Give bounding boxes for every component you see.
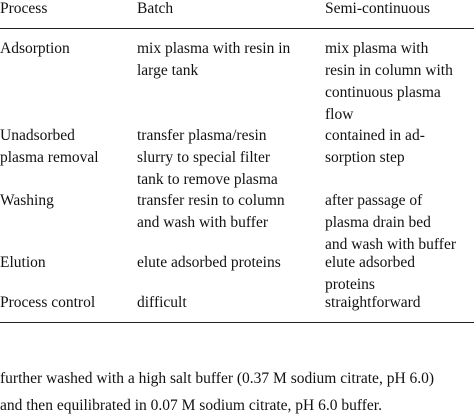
- semi-continuous-cell: after passage of plasma drain bed and wash with buffer: [325, 192, 457, 253]
- process-cell: Adsorption: [0, 40, 70, 57]
- body-text-line-2: and then equilibrated in 0.07 M sodium citrate, pH 6.0 buffer.: [0, 397, 382, 414]
- process-cell: Process control: [0, 294, 96, 311]
- header-rule: [0, 28, 474, 29]
- header-process: Process: [0, 0, 48, 17]
- semi-continuous-cell: mix plasma with resin in column with continuous plasma flow: [325, 40, 453, 123]
- header-batch: Batch: [137, 0, 174, 17]
- semi-continuous-cell: straightforward: [325, 294, 421, 311]
- semi-continuous-cell: contained in ad- sorption step: [325, 127, 425, 166]
- batch-cell: difficult: [137, 294, 187, 311]
- body-text-line-1: further washed with a high salt buffer (0.37 M sodium citrate, pH 6.0): [0, 370, 435, 387]
- table-bottom-rule: [0, 322, 474, 323]
- process-cell: Elution: [0, 254, 46, 271]
- process-cell: Unadsorbed plasma removal: [0, 127, 99, 166]
- batch-cell: mix plasma with resin in large tank: [137, 40, 291, 79]
- batch-cell: transfer resin to column and wash with buffer: [137, 192, 285, 231]
- semi-continuous-cell: elute adsorbed proteins: [325, 254, 415, 293]
- batch-cell: elute adsorbed proteins: [137, 254, 281, 271]
- batch-cell: transfer plasma/resin slurry to special filter tank to remove plasma: [137, 127, 278, 188]
- header-semi-continuous: Semi-continuous: [325, 0, 431, 17]
- process-cell: Washing: [0, 192, 54, 209]
